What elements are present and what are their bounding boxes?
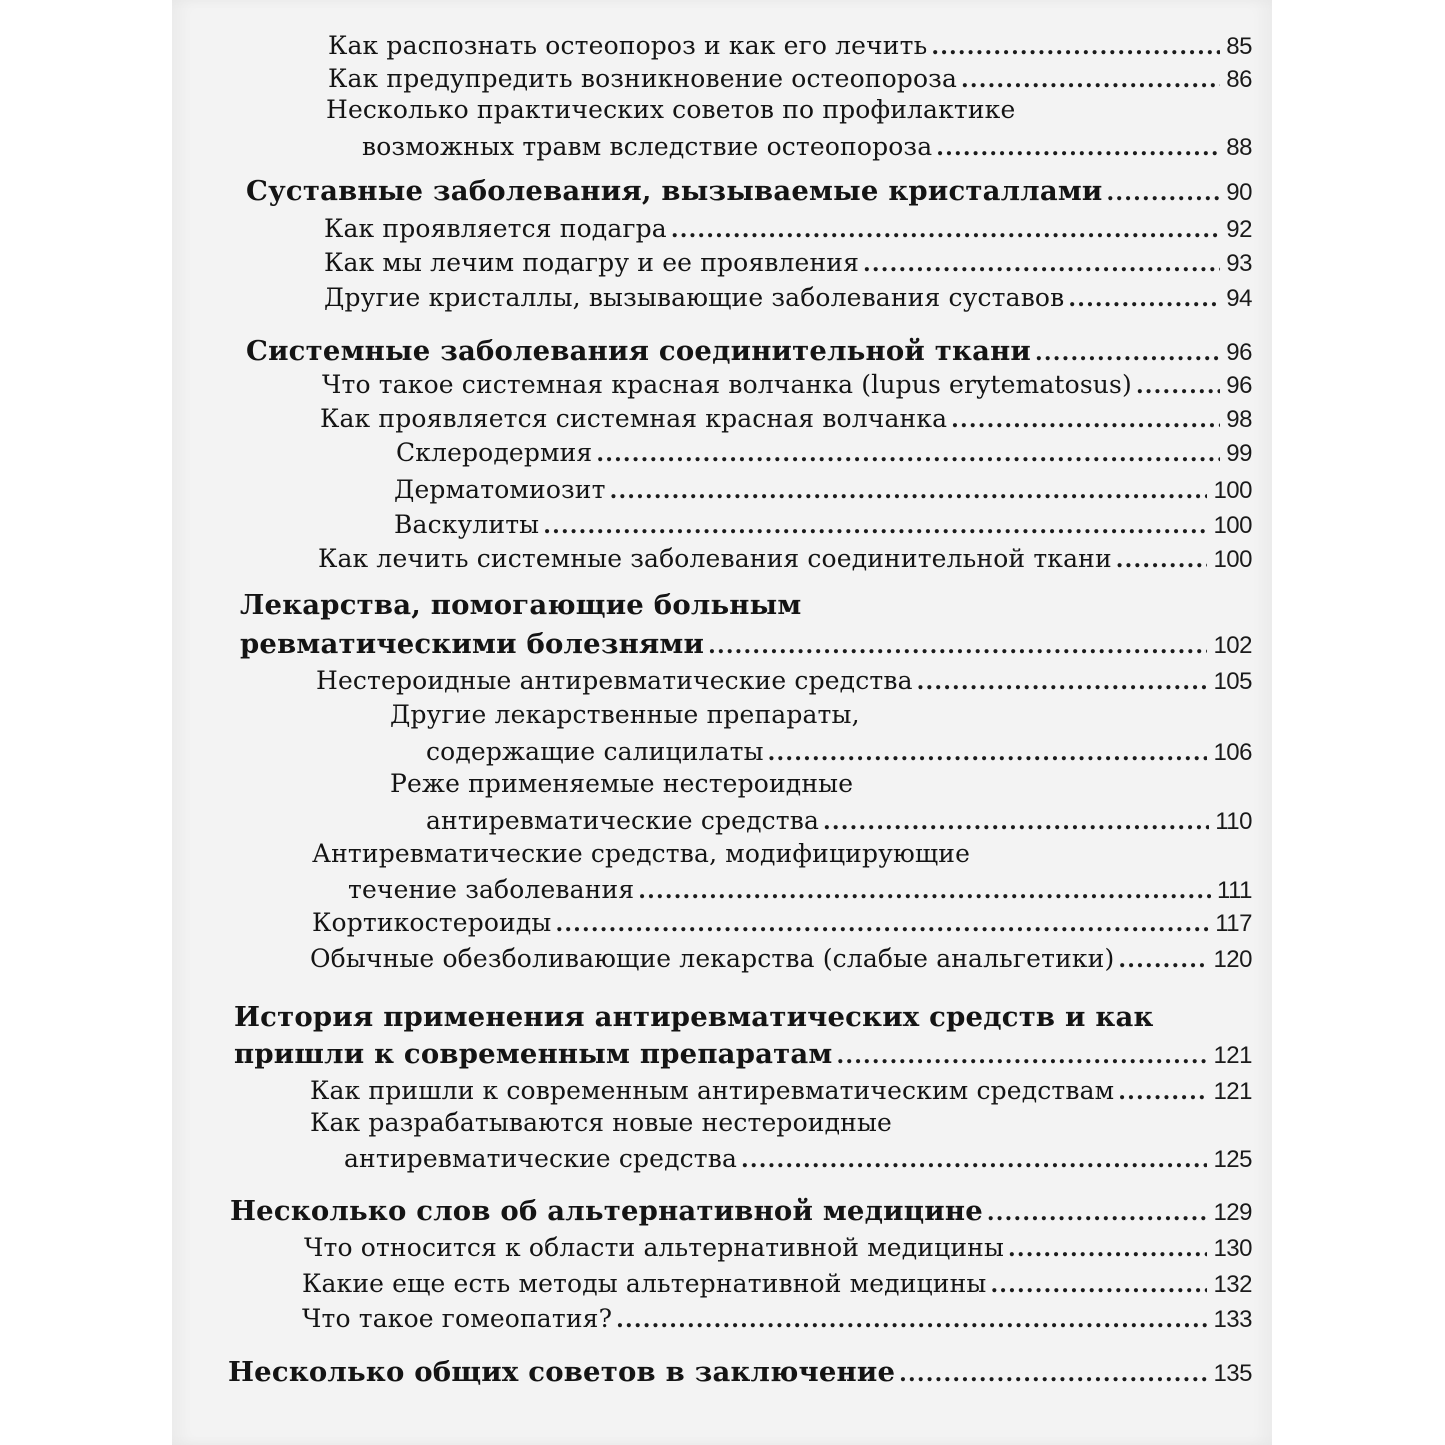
toc-entry [322, 369, 1252, 402]
toc-entry-label-line1: Антиревматические средства, модифицирующие [312, 839, 971, 868]
toc-page-number: 86 [1226, 66, 1252, 93]
toc-entry-label: Васкулиты [394, 510, 540, 539]
toc-entry-label: Кортикостероиды [312, 908, 552, 937]
toc-entry [394, 509, 1252, 542]
toc-entry-label-line1: Несколько практических советов по профилактике [326, 95, 1016, 124]
toc-page-number: 106 [1213, 739, 1252, 766]
toc-page-number: 96 [1226, 372, 1252, 399]
toc-entry-label: Как проявляется подагра [324, 214, 667, 243]
toc-page-number: 105 [1213, 668, 1252, 695]
toc-entry [426, 736, 1252, 769]
dot-leader [936, 132, 1220, 164]
toc-entry-label: содержащие салицилаты [426, 737, 764, 766]
toc-page-number: 90 [1226, 179, 1252, 206]
toc-page-number: 120 [1213, 946, 1252, 973]
dot-leader [1107, 176, 1221, 210]
toc-entry [316, 665, 1252, 698]
toc-page-number: 100 [1213, 546, 1252, 573]
toc-entry [328, 30, 1252, 63]
toc-entry [310, 1075, 1252, 1108]
dot-leader [863, 248, 1220, 280]
toc-page-number: 93 [1226, 250, 1252, 277]
toc-entry [310, 943, 1252, 976]
toc-entry [426, 805, 1252, 838]
toc-page-number: 92 [1226, 216, 1252, 243]
toc-page-number: 111 [1217, 877, 1252, 904]
toc-entry-label: Дерматомиозит [394, 475, 606, 504]
dot-leader [951, 404, 1220, 436]
toc-entry [324, 282, 1252, 315]
toc-section-heading-line1: История применения антиревматических средств и как [234, 1001, 1154, 1033]
toc-entry-label: антиревматические средства [426, 806, 820, 835]
toc-page-number: 121 [1213, 1042, 1252, 1069]
toc-entry-label: Что такое гомеопатия? [302, 1304, 613, 1333]
toc-entry-label: Что такое системная красная волчанка (lupus erytematosus) [322, 370, 1132, 399]
toc-entry-label: Другие кристаллы, вызывающие заболевания суставов [324, 283, 1065, 312]
toc-entry-label: Как мы лечим подагру и ее проявления [324, 248, 860, 277]
toc-section-heading [246, 334, 1252, 370]
toc-page-number: 132 [1213, 1271, 1252, 1298]
dot-leader [987, 1196, 1208, 1230]
toc-entry-label-line1: Как разрабатываются новые нестероидные [310, 1108, 892, 1137]
dot-leader [961, 64, 1220, 96]
toc-page-number: 102 [1213, 632, 1252, 659]
toc-section-heading [246, 174, 1252, 210]
toc-page-number: 121 [1213, 1078, 1252, 1105]
toc-entry-label: Что относится к области альтернативной медицины [304, 1233, 1004, 1262]
toc-section-heading [240, 627, 1252, 663]
toc-entry-label: Несколько общих советов в заключение [228, 1356, 896, 1388]
toc-page-number: 100 [1213, 512, 1252, 539]
toc-section-heading [230, 1194, 1252, 1230]
toc-page-number: 110 [1215, 808, 1252, 835]
dot-leader [741, 1144, 1207, 1176]
toc-entry-label: течение заболевания [348, 875, 635, 904]
toc-entry-label: Как проявляется системная красная волчанка [320, 404, 948, 433]
toc-entry [348, 874, 1252, 907]
dot-leader [1116, 544, 1208, 576]
toc-entry [396, 437, 1252, 470]
dot-leader [917, 666, 1208, 698]
toc-section-heading-line1: Лекарства, помогающие больным [240, 589, 802, 621]
toc-page-number: 100 [1213, 477, 1252, 504]
toc-entry [302, 1303, 1252, 1336]
dot-leader [1118, 944, 1207, 976]
toc-entry-label: возможных травм вследствие остеопороза [362, 132, 933, 161]
toc-entry-label: Как пришли к современным антиревматическим средствам [310, 1076, 1115, 1105]
toc-page-number: 117 [1215, 910, 1252, 937]
toc-entry [328, 63, 1252, 96]
dot-leader [1136, 370, 1220, 402]
dot-leader [708, 629, 1207, 663]
dot-leader [555, 908, 1209, 940]
dot-leader [823, 806, 1209, 838]
toc-page-number: 125 [1213, 1146, 1252, 1173]
dot-leader [616, 1304, 1207, 1336]
dot-leader [671, 214, 1220, 246]
dot-leader [1008, 1233, 1207, 1265]
toc-page-number: 129 [1213, 1199, 1252, 1226]
toc-entry-label-line1: Реже применяемые нестероидные [390, 769, 854, 798]
toc-entry-label: Обычные обезболивающие лекарства (слабые анальгетики) [310, 944, 1115, 973]
dot-leader [1035, 336, 1220, 370]
dot-leader [543, 510, 1207, 542]
toc-entry-label: Как предупредить возникновение остеопороза [328, 64, 957, 93]
dot-leader [596, 438, 1220, 470]
toc-entry-label: Склеродермия [396, 438, 593, 467]
toc-entry [324, 213, 1252, 246]
toc-entry [320, 403, 1252, 436]
dot-leader [931, 31, 1220, 63]
dot-leader [638, 875, 1211, 907]
toc-entry-label: Какие еще есть методы альтернативной медицины [302, 1269, 987, 1298]
toc-page-number: 88 [1226, 134, 1252, 161]
toc-page-number: 130 [1213, 1235, 1252, 1262]
dot-leader [990, 1269, 1207, 1301]
toc-entry-label: антиревматические средства [344, 1144, 738, 1173]
dot-leader [836, 1039, 1207, 1073]
toc-entry-label: Как распознать остеопороз и как его лечить [328, 31, 928, 60]
toc-page-number: 133 [1213, 1306, 1252, 1333]
toc-entry [344, 1143, 1252, 1176]
dot-leader [768, 737, 1208, 769]
toc-page-number: 98 [1226, 406, 1252, 433]
toc-entry-label: Суставные заболевания, вызываемые кристаллами [246, 175, 1103, 207]
toc-entry-label: ревматическими болезнями [240, 628, 705, 660]
toc-section-heading [234, 1037, 1252, 1073]
toc-page-number: 85 [1226, 33, 1252, 60]
toc-page-number: 99 [1226, 440, 1252, 467]
dot-leader [899, 1357, 1207, 1391]
toc-entry-label: пришли к современным препаратам [234, 1038, 833, 1070]
toc-entry-label: Несколько слов об альтернативной медицине [230, 1195, 983, 1227]
toc-page-number: 135 [1213, 1360, 1252, 1387]
toc-entry [324, 247, 1252, 280]
toc-entry [362, 131, 1252, 164]
dot-leader [1068, 283, 1220, 315]
toc-entry [312, 907, 1252, 940]
toc-section-heading [228, 1355, 1252, 1391]
toc-entry [394, 474, 1252, 507]
toc-entry-label: Как лечить системные заболевания соединительной ткани [318, 544, 1112, 573]
toc-entry-label: Системные заболевания соединительной ткани [246, 335, 1032, 367]
dot-leader [610, 475, 1208, 507]
toc-entry [302, 1268, 1252, 1301]
toc-page-number: 96 [1226, 339, 1252, 366]
toc-entry [318, 543, 1252, 576]
dot-leader [1118, 1076, 1207, 1108]
toc-entry-label-line1: Другие лекарственные препараты, [390, 700, 860, 729]
toc-entry-label: Нестероидные антиревматические средства [316, 666, 913, 695]
toc-entry [304, 1232, 1252, 1265]
toc-page-number: 94 [1226, 285, 1252, 312]
